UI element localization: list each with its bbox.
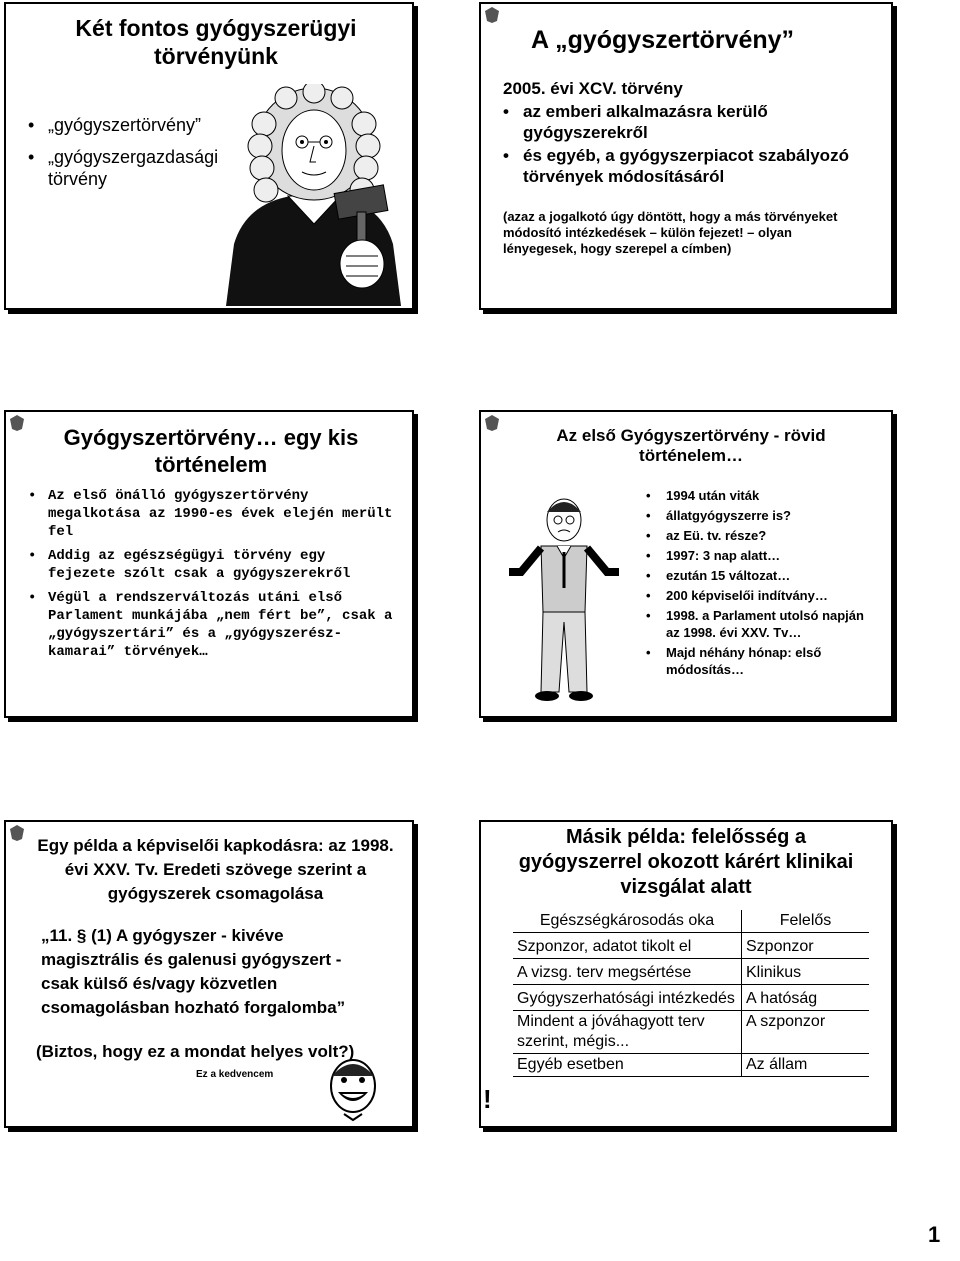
table-header-row — [513, 910, 869, 933]
list-item: • az Eü. tv. része? — [646, 527, 866, 544]
shrugging-man-illustration — [501, 492, 626, 707]
liability-table — [513, 910, 869, 1077]
slide-2-title: A „gyógyszertörvény” — [531, 26, 795, 54]
list-item: • 200 képviselői indítvány… — [646, 587, 866, 604]
table-cell: Szponzor, adatot tikolt el — [513, 933, 742, 959]
slide-2 — [479, 2, 893, 310]
table-cell: Klinikus — [746, 964, 802, 981]
slide-5-quote: „11. § (1) A gyógyszer - kivéve magisztrális és galenusi gyógyszert - csak külső és/vagy közvetlen csomagolásban hozható forgalomba” — [41, 926, 346, 1017]
slide-2-list — [503, 101, 863, 187]
slide-logo-icon — [10, 415, 24, 431]
slide-5 — [4, 820, 414, 1128]
list-item: • 1998. a Parlament utolsó napján az 1998. évi XXV. Tv… — [646, 607, 866, 641]
slide-1-title: Két fontos gyógyszerügyi törvényünk — [75, 15, 357, 69]
table-header-responsible: Felelős — [779, 912, 832, 929]
table-cell: Az állam — [746, 1056, 808, 1073]
list-item: • állatgyógyszerre is? — [646, 507, 866, 524]
slide-3-title: Gyógyszertörvény… egy kis történelem — [63, 425, 359, 477]
table-row — [513, 933, 869, 959]
slide-logo-icon — [485, 415, 499, 431]
slide-5-title: Egy példa a képviselői kapkodásra: az 1998. évi XXV. Tv. Eredeti szövege szerint a gyógyszerek csomagolása — [37, 836, 394, 903]
slide-6 — [479, 820, 893, 1128]
list-item: • 1994 után viták — [646, 487, 866, 504]
slide-logo-icon — [485, 7, 499, 23]
list-item: • ezután 15 változat… — [646, 567, 866, 584]
slide-5-caption: Ez a kedvencem — [196, 1069, 274, 1080]
slide-1 — [4, 2, 414, 310]
table-row — [513, 1011, 869, 1054]
table-cell: Mindent a jóváhagyott terv szerint, mégis... — [513, 1011, 742, 1054]
slide-6-title: Másik példa: felelősség a gyógyszerrel okozott kárért klinikai vizsgálat alatt — [518, 826, 854, 898]
table-cell: A szponzor — [746, 1013, 826, 1030]
list-item: • 1997: 3 nap alatt… — [646, 547, 866, 564]
slide-3 — [4, 410, 414, 718]
warning-mark: ! — [483, 1084, 492, 1114]
list-item: • Az első önálló gyógyszertörvény megalkotása az 1990-es évek elején merült fel — [28, 487, 393, 541]
slide-2-lead: 2005. évi XCV. törvény — [503, 79, 683, 98]
slide-logo-icon — [10, 825, 24, 841]
table-row — [513, 985, 869, 1011]
table-cell: A hatóság — [746, 990, 818, 1007]
list-item: • Végül a rendszerváltozás utáni első Parlament munkájába „nem fért be”, csak a „gyógyszertári” és a „gyógyszerész-kamarai” törvények… — [28, 589, 393, 661]
list-item: • „gyógyszertörvény” — [28, 114, 258, 136]
grinning-face-illustration — [324, 1058, 382, 1122]
list-item: • az emberi alkalmazásra kerülő gyógyszerekről — [503, 101, 863, 143]
list-item: • Addig az egészségügyi törvény egy fejezete szólt csak a gyógyszerekről — [28, 547, 393, 583]
slide-2-note: (azaz a jogalkotó úgy döntött, hogy a más törvényeket módosító intézkedések – külön fejezet! – olyan lényegesek, hogy szerepel a címben) — [503, 209, 838, 256]
table-cell: Szponzor — [746, 938, 814, 955]
table-row — [513, 1054, 869, 1077]
list-item: • „gyógyszergazdasági törvény — [28, 146, 258, 190]
slide-4-list — [646, 487, 866, 678]
table-header-cause: Egészségkárosodás oka — [513, 910, 742, 933]
table-cell: Gyógyszerhatósági intézkedés — [513, 985, 742, 1011]
page-number: 1 — [928, 1222, 941, 1247]
list-item: • és egyéb, a gyógyszerpiacot szabályozó törvények módosításáról — [503, 145, 863, 187]
list-item: • Majd néhány hónap: első módosítás… — [646, 644, 866, 678]
slide-5-question: (Biztos, hogy ez a mondat helyes volt?) — [36, 1042, 355, 1061]
table-cell: Egyéb esetben — [513, 1054, 742, 1077]
table-cell: A vizsg. terv megsértése — [513, 959, 742, 985]
slide-4 — [479, 410, 893, 718]
slide-3-list — [28, 487, 393, 661]
table-row — [513, 959, 869, 985]
slide-4-title: Az első Gyógyszertörvény - rövid történelem… — [556, 426, 826, 465]
judge-illustration — [216, 84, 411, 306]
